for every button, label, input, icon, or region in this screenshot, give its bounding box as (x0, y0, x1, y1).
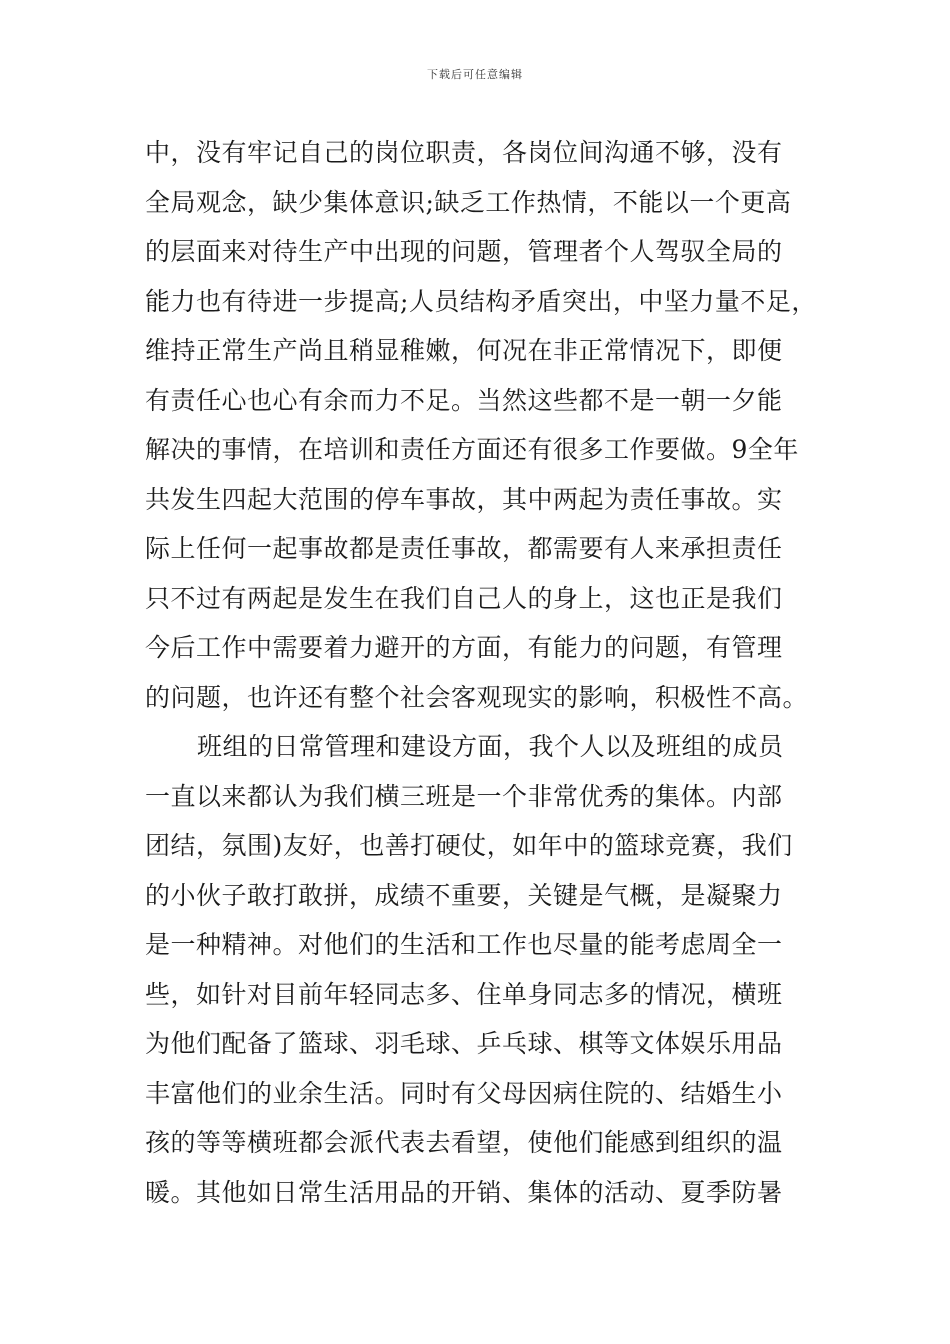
text-line: 一直以来都认为我们横三班是一个非常优秀的集体。内部 (145, 781, 783, 811)
text-line: 是一种精神。对他们的生活和工作也尽量的能考虑周全一 (145, 930, 783, 959)
text-line: 际上任何一起事故都是责任事故，都需要有人来承担责任 (145, 534, 783, 563)
text-line: 今后工作中需要着力避开的方面，有能力的问题，有管理 (145, 633, 783, 662)
text-line: 暖。其他如日常生活用品的开销、集体的活动、夏季防暑 (145, 1177, 783, 1207)
text-line: 能力也有待进一步提高;人员结构矛盾突出，中坚力量不足， (145, 286, 817, 316)
text-line: 的小伙子敢打敢拼，成绩不重要，关键是气概，是凝聚力 (145, 880, 783, 910)
text-line: 维持正常生产尚且稍显稚嫩，何况在非正常情况下，即便 (145, 336, 783, 365)
text-line: 共发生四起大范围的停车事故，其中两起为责任事故。实 (145, 484, 783, 514)
text-line: 只不过有两起是发生在我们自己人的身上，这也正是我们 (145, 583, 783, 613)
text-line: 些，如针对目前年轻同志多、住单身同志多的情况，横班 (145, 979, 783, 1009)
page-header: 下载后可任意编辑 (427, 68, 523, 81)
text-line: 为他们配备了篮球、羽毛球、乒乓球、棋等文体娱乐用品 (145, 1029, 783, 1058)
document-body (145, 128, 815, 1217)
text-line: 孩的等等横班都会派代表去看望，使他们能感到组织的温 (145, 1128, 783, 1157)
text-line: 中，没有牢记自己的岗位职责，各岗位间沟通不够，没有 (145, 138, 783, 167)
text-line: 全局观念，缺少集体意识;缺乏工作热情，不能以一个更高 (145, 187, 792, 217)
paragraph-first-line: 班组的日常管理和建设方面，我个人以及班组的成员 (197, 732, 784, 761)
text-line: 团结，氛围)友好，也善打硬仗，如年中的篮球竞赛，我们 (145, 831, 793, 860)
text-line: 的层面来对待生产中出现的问题，管理者个人驾驭全局的 (145, 237, 783, 266)
text-line: 有责任心也心有余而力不足。当然这些都不是一朝一夕能 (145, 385, 783, 415)
text-line: 丰富他们的业余生活。同时有父母因病住院的、结婚生小 (145, 1078, 783, 1108)
text-line: 解决的事情，在培训和责任方面还有很多工作要做。9全年 (145, 435, 799, 464)
text-line: 的问题，也许还有整个社会客观现实的影响，积极性不高。 (145, 682, 809, 712)
